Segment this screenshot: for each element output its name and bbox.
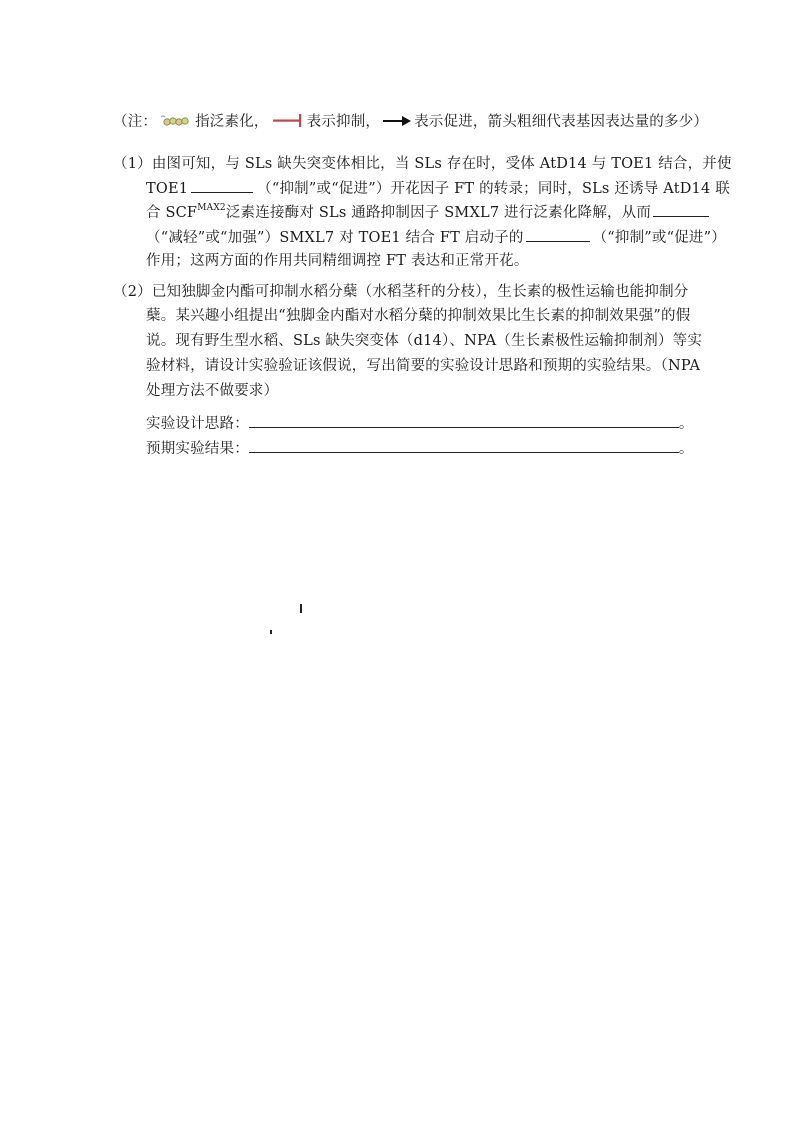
result-label: 预期实验结果：: [146, 441, 249, 457]
q2-line-5: 处理方法不做要求）: [146, 383, 279, 399]
q1-line-1: （1）由图可知，与 SLs 缺失突变体相比，当 SLs 存在时，受体 AtD14 与 TOE1 结合，并使: [113, 156, 732, 172]
ubiquitin-chain-icon: [159, 114, 193, 128]
q1-line-5: 作用；这两方面的作用共同精细调控 FT 表达和正常开花。: [146, 253, 529, 269]
result-answer-field[interactable]: [249, 438, 679, 453]
note-inhibition: 表示抑制，: [306, 114, 381, 130]
note-prefix: （注：: [113, 114, 158, 130]
result-end-mark: 。: [678, 441, 694, 457]
q2-line-3: 说。现有野生型水稻、SLs 缺失突变体（d14）、NPA（生长素极性运输抑制剂）等实: [146, 333, 703, 349]
note-promotion: 表示促进，箭头粗细代表基因表达量的多少）: [414, 114, 709, 130]
q1-l4-a: （“减轻”或“加强”）SMXL7 对 TOE1 结合 FT 启动子的: [146, 230, 524, 246]
answer-blank-3[interactable]: [526, 227, 590, 242]
scan-speck-2: [270, 630, 272, 634]
q1-l2-b: （“抑制”或“促进”）开花因子 FT 的转录；同时，SLs 还诱导 AtD14 联: [257, 181, 730, 197]
answer-blank-1[interactable]: [191, 178, 253, 193]
q2-line-1: （2）已知独脚金内酯可抑制水稻分蘖（水稻茎秆的分枝），生长素的极性运输也能抑制分: [113, 284, 689, 300]
design-answer-field[interactable]: [249, 413, 679, 428]
q2-line-4: 验材料，请设计实验验证该假说，写出简要的实验设计思路和预期的实验结果。（NPA: [146, 358, 701, 374]
q1-l4-b: （“抑制”或“促进”）: [592, 230, 726, 246]
result-line: [146, 438, 694, 459]
q1-l3-sup: MAX2: [197, 203, 226, 213]
note-ubiquitination: 指泛素化，: [195, 114, 269, 130]
design-end-mark: 。: [678, 416, 694, 432]
design-label: 实验设计思路：: [146, 416, 249, 432]
design-line: [146, 413, 694, 434]
scan-speck-1: [300, 604, 302, 613]
q1-line-2: [146, 178, 730, 199]
q2-line-2: 蘖。某兴趣小组提出“独脚金内酯对水稻分蘖的抑制效果比生长素的抑制效果强”的假: [146, 308, 691, 324]
q1-line-3: [146, 202, 709, 223]
legend-note: [113, 112, 708, 132]
q1-l3-b: 泛素连接酶对 SLs 通路抑制因子 SMXL7 进行泛素化降解，从而: [225, 205, 652, 221]
arrow-right-icon: [382, 113, 412, 125]
answer-blank-2[interactable]: [653, 202, 709, 217]
inhibition-bar-icon: [271, 113, 305, 129]
q1-l3-a: 合 SCF: [146, 205, 198, 221]
q1-l2-a: TOE1: [146, 181, 189, 197]
q1-line-4: [146, 227, 726, 248]
